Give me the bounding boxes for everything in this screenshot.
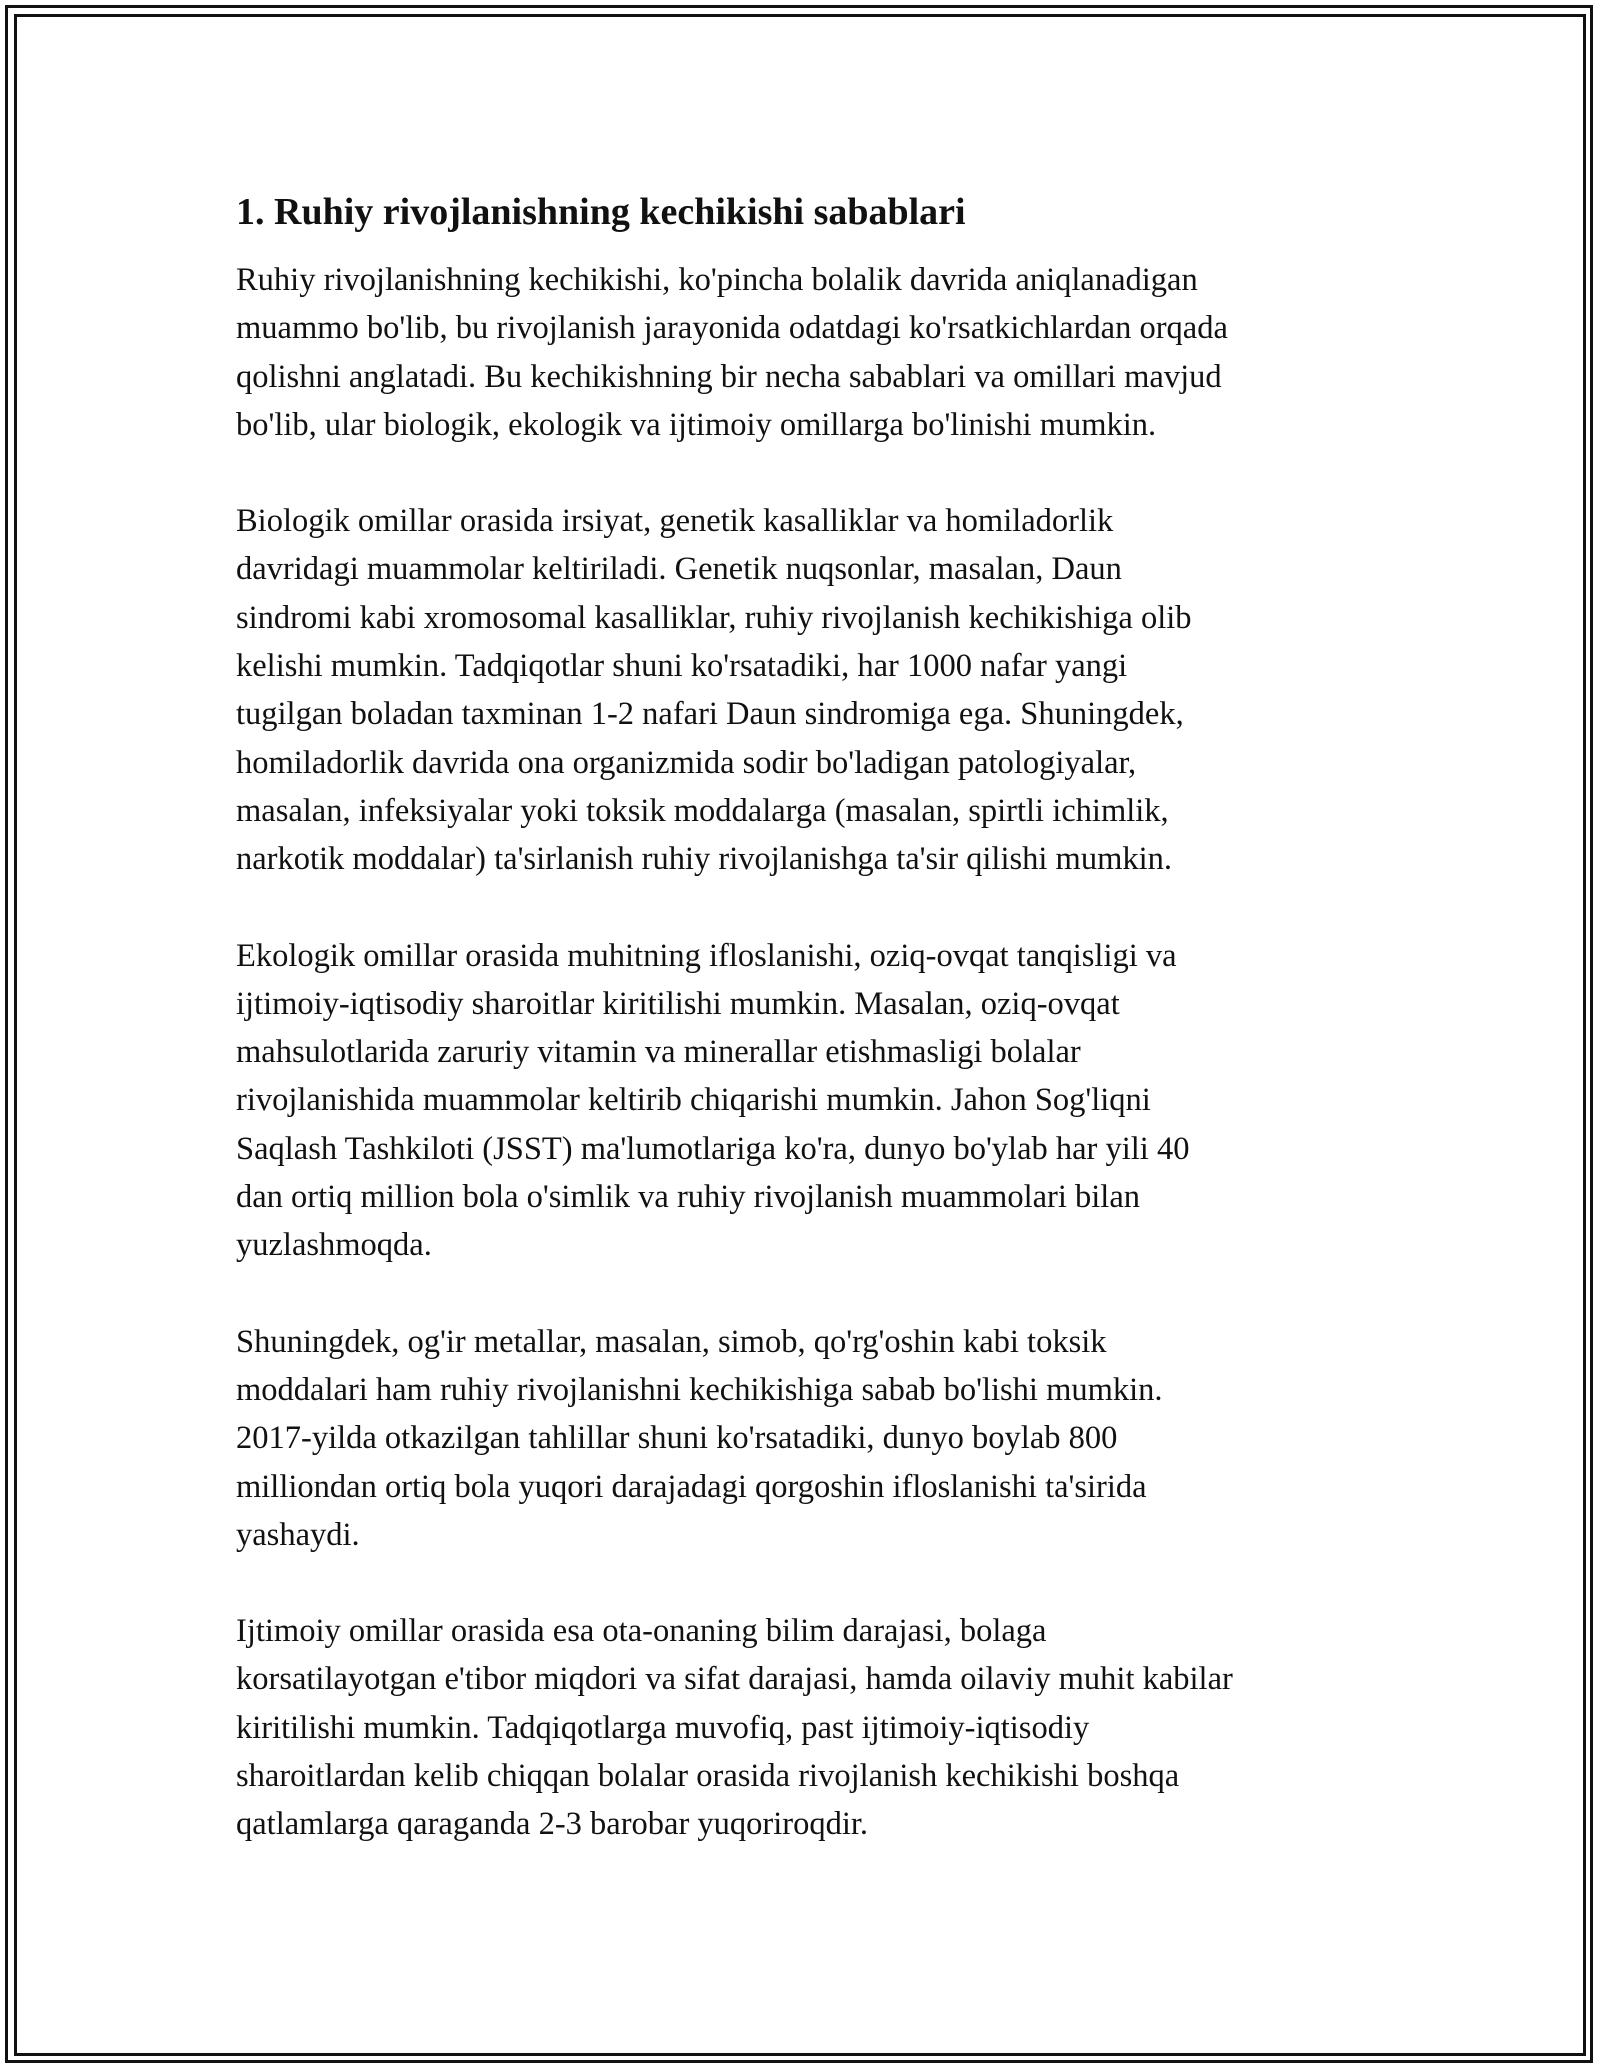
text-line: sindromi kabi xromosomal kasalliklar, ruhiy rivojlanish kechikishiga olib <box>236 599 1192 636</box>
text-line: homiladorlik davrida ona organizmida sodir bo'ladigan patologiyalar, <box>236 744 1137 781</box>
text-line: masalan, infeksiyalar yoki toksik moddalarga (masalan, spirtli ichimlik, <box>236 792 1169 829</box>
paragraph-social <box>236 1607 1366 1848</box>
text-line: bo'lib, ular biologik, ekologik va ijtimoiy omillarga bo'linishi mumkin. <box>236 406 1157 443</box>
text-line: Biologik omillar orasida irsiyat, genetik kasalliklar va homiladorlik <box>236 503 1114 540</box>
text-line: davridagi muammolar keltiriladi. Genetik nuqsonlar, masalan, Daun <box>236 551 1122 588</box>
document-body <box>236 186 1366 1897</box>
text-line: narkotik moddalar) ta'sirlanish ruhiy rivojlanishga ta'sir qilishi mumkin. <box>236 841 1173 878</box>
paragraph-biological <box>236 497 1366 883</box>
text-line: Ekologik omillar orasida muhitning ifloslanishi, oziq-ovqat tanqisligi va <box>236 937 1177 974</box>
paragraph-heavy-metals <box>236 1318 1366 1559</box>
text-line: tugilgan boladan taxminan 1-2 nafari Daun sindromiga ega. Shuningdek, <box>236 696 1184 733</box>
text-line: kiritilishi mumkin. Tadqiqotlarga muvofiq, past ijtimoiy-iqtisodiy <box>236 1709 1090 1746</box>
text-line: mahsulotlarida zaruriy vitamin va minerallar etishmasligi bolalar <box>236 1034 1081 1071</box>
text-line: kelishi mumkin. Tadqiqotlar shuni ko'rsatadiki, har 1000 nafar yangi <box>236 648 1128 685</box>
text-line: Ruhiy rivojlanishning kechikishi, ko'pincha bolalik davrida aniqlanadigan <box>236 262 1198 298</box>
text-line: Ijtimoiy omillar orasida esa ota-onaning bilim darajasi, bolaga <box>236 1613 1047 1650</box>
text-line: korsatilayotgan e'tibor miqdori va sifat darajasi, hamda oilaviy muhit kabilar <box>236 1661 1233 1698</box>
paragraph-intro <box>236 256 1366 449</box>
text-line: yashaydi. <box>236 1516 360 1553</box>
text-line: 2017-yilda otkazilgan tahlillar shuni ko'rsatadiki, dunyo boylab 800 <box>236 1420 1118 1457</box>
text-line: Saqlash Tashkiloti (JSST) ma'lumotlariga ko'ra, dunyo bo'ylab har yili 40 <box>236 1130 1190 1167</box>
text-line: moddalari ham ruhiy rivojlanishni kechikishiga sabab bo'lishi mumkin. <box>236 1371 1163 1408</box>
text-line: milliondan ortiq bola yuqori darajadagi qorgoshin ifloslanishi ta'sirida <box>236 1468 1147 1505</box>
text-line: muammo bo'lib, bu rivojlanish jarayonida odatdagi ko'rsatkichlardan orqada <box>236 310 1228 347</box>
text-line: sharoitlardan kelib chiqqan bolalar orasida rivojlanish kechikishi boshqa <box>236 1758 1180 1795</box>
text-line: qolishni anglatadi. Bu kechikishning bir necha sabablari va omillari mavjud <box>236 358 1222 395</box>
paragraph-ecological <box>236 932 1366 1270</box>
text-line: rivojlanishida muammolar keltirib chiqarishi mumkin. Jahon Sog'liqni <box>236 1082 1151 1119</box>
text-line: qatlamlarga qaraganda 2-3 barobar yuqoriroqdir. <box>236 1806 869 1843</box>
text-line: Shuningdek, og'ir metallar, masalan, simob, qo'rg'oshin kabi toksik <box>236 1323 1107 1360</box>
text-line: ijtimoiy-iqtisodiy sharoitlar kiritilishi mumkin. Masalan, oziq-ovqat <box>236 985 1120 1022</box>
text-line: yuzlashmoqda. <box>236 1227 432 1264</box>
section-heading: 1. Ruhiy rivojlanishning kechikishi sabablari <box>236 191 966 233</box>
text-line: dan ortiq million bola o'simlik va ruhiy rivojlanish muammolari bilan <box>236 1179 1141 1216</box>
